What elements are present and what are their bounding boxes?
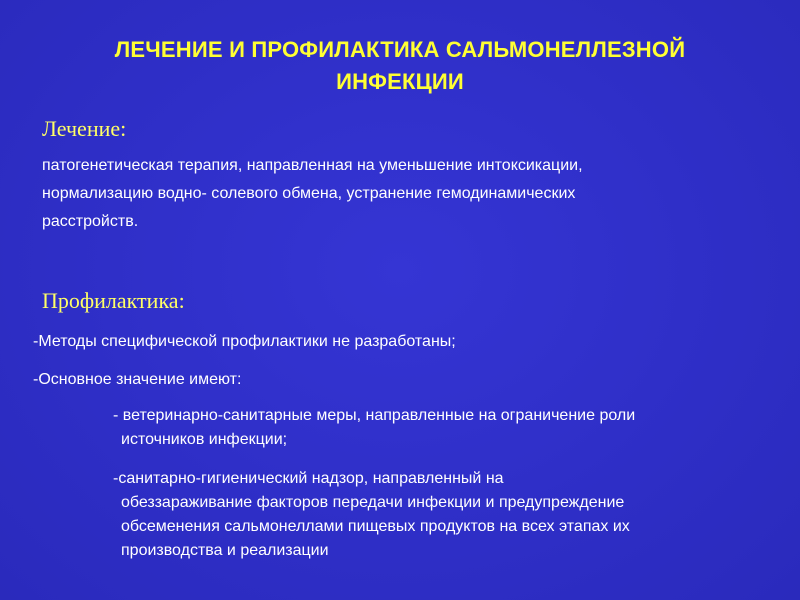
prevention-bullet-specific: -Методы специфической профилактики не разработаны; xyxy=(33,333,456,350)
prevention-subitem-veterinary xyxy=(113,404,635,452)
subitem-line: источников инфекции; xyxy=(121,431,288,448)
slide-title-line-2: ИНФЕКЦИИ xyxy=(336,69,464,94)
slide-title-line-1: ЛЕЧЕНИЕ И ПРОФИЛАКТИКА САЛЬМОНЕЛЛЕЗНОЙ xyxy=(114,37,686,62)
treatment-line: патогенетическая терапия, направленная на уменьшение интоксикации, xyxy=(42,157,583,174)
prevention-heading: Профилактика: xyxy=(42,288,185,313)
prevention-bullet-main: -Основное значение имеют: xyxy=(33,371,242,388)
subitem-line: производства и реализации xyxy=(121,542,329,559)
treatment-text xyxy=(42,152,762,236)
treatment-line: нормализацию водно- солевого обмена, устранение гемодинамических xyxy=(42,185,576,202)
treatment-heading: Лечение: xyxy=(42,116,127,141)
prevention-subitem-sanitary xyxy=(113,467,630,563)
subitem-line: обсеменения сальмонеллами пищевых продуктов на всех этапах их xyxy=(121,518,630,535)
subitem-line: обеззараживание факторов передачи инфекции и предупреждение xyxy=(121,494,625,511)
slide-title xyxy=(0,34,800,98)
subitem-line: - ветеринарно-санитарные меры, направленные на ограничение роли xyxy=(113,407,636,424)
subitem-line: -санитарно-гигиенический надзор, направленный на xyxy=(113,470,504,487)
treatment-line: расстройств. xyxy=(42,213,139,230)
